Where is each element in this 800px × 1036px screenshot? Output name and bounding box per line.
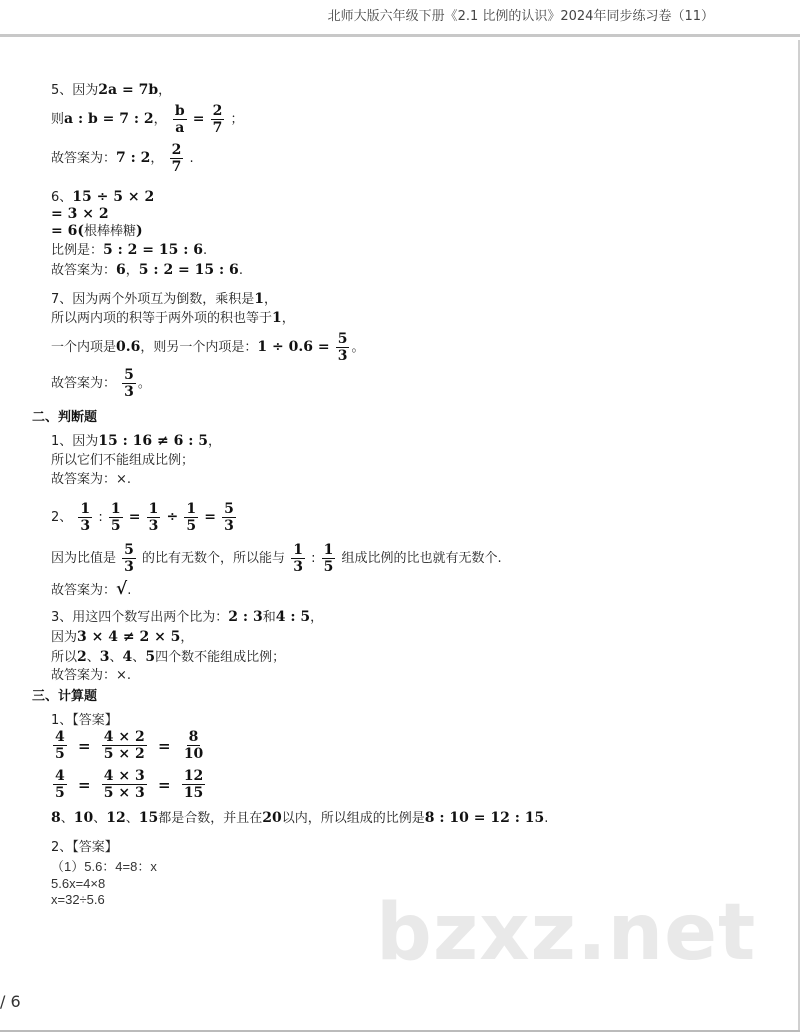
fraction: $\frac{4 \times 2}{5 \times 2}$ <box>103 729 145 762</box>
document-title: 北师大版六年级下册《2.1 比例的认识》2024年同步练习卷（11） <box>327 9 714 24</box>
j2-line-2: 因为比值是 $\frac{5}{3}$ 的比有无数个，所以能与 $\frac{1}{3}$ : $\frac{1}{5}$ 组成比例的比也就有无数个. <box>51 542 502 575</box>
q6-line-4: 比例是：5 : 2 = 15 : 6. <box>51 242 208 258</box>
fraction: $\frac{1}{3}$ <box>80 501 91 534</box>
q5-line-1: 5、因为2a = 7b， <box>51 82 172 98</box>
fraction: $\frac{8}{10}$ <box>183 729 204 762</box>
footer-divider <box>0 1030 800 1032</box>
c1-conclusion: 8、10、12、15都是合数，并且在20以内，所以组成的比例是8 : 10 = 12 : 15. <box>51 810 549 826</box>
section-heading-judgement: 二、判断题 <box>32 410 98 425</box>
j2-line-1: 2、 $\frac{1}{3}$ : $\frac{1}{5}$ = $\frac{1}{3}$ ÷ $\frac{1}{5}$ = $\frac{5}{3}$ <box>51 501 234 534</box>
fraction: $\frac{1}{3}$ <box>293 542 303 575</box>
j1-line-2: 所以它们不能组成比例； <box>51 453 195 468</box>
q5-line-3: 故答案为：7 : 2， $\frac{2}{7}$ . <box>51 142 194 175</box>
fraction: $\frac{5}{3}$ <box>337 331 348 364</box>
j3-line-2: 因为3 × 4 ≠ 2 × 5， <box>51 629 194 645</box>
c2-label: 2、【答案】 <box>51 840 118 855</box>
j1-line-1: 1、因为15 : 16 ≠ 6 : 5， <box>51 433 222 449</box>
c2-line-3: x=32÷5.6 <box>51 892 105 907</box>
section-heading-calculation: 三、计算题 <box>32 689 98 704</box>
q6-line-5: 故答案为：6，5 : 2 = 15 : 6. <box>51 262 243 278</box>
fraction: $\frac{b}{a}$ <box>174 103 185 136</box>
watermark: bzxz.net <box>376 888 757 978</box>
q6-line-1: 6、15 ÷ 5 × 2 <box>51 189 155 205</box>
fraction: $\frac{4 \times 3}{5 \times 3}$ <box>103 768 145 801</box>
c2-line-1: （1）5.6：4=8：x <box>51 859 157 874</box>
q5-line-2: 则a : b = 7 : 2， $\frac{b}{a}$ = $\frac{2}{7}$ ； <box>51 103 244 136</box>
fraction: $\frac{2}{7}$ <box>212 103 223 136</box>
header-divider <box>0 34 800 37</box>
document-page <box>0 40 798 1036</box>
fraction: $\frac{1}{3}$ <box>148 501 159 534</box>
j1-line-3: 故答案为：×. <box>51 472 132 487</box>
fraction: $\frac{5}{3}$ <box>124 542 134 575</box>
fraction: $\frac{1}{5}$ <box>186 501 197 534</box>
page-number: / 6 <box>0 992 21 1011</box>
c1-label: 1、【答案】 <box>51 713 118 728</box>
q6-line-3: = 6(根棒棒糖) <box>51 223 143 239</box>
fraction: $\frac{4}{5}$ <box>55 768 65 801</box>
c1-equation-2: $\frac{4}{5}$ = $\frac{4 \times 3}{5 \times 3}$ = $\frac{12}{15}$ <box>55 768 204 801</box>
fraction: $\frac{4}{5}$ <box>55 729 65 762</box>
q7-line-1: 7、因为两个外项互为倒数，乘积是1， <box>51 291 278 307</box>
fraction: $\frac{2}{7}$ <box>171 142 182 175</box>
fraction: $\frac{1}{5}$ <box>110 501 121 534</box>
q7-line-3: 一个内项是0.6，则另一个内项是：1 ÷ 0.6 = $\frac{5}{3}$ 。 <box>51 331 365 364</box>
q7-line-2: 所以两内项的积等于两外项的积也等于1， <box>51 310 295 326</box>
q6-line-2: = 3 × 2 <box>51 206 109 222</box>
fraction: $\frac{5}{3}$ <box>124 367 134 400</box>
fraction: $\frac{1}{5}$ <box>323 542 334 575</box>
fraction: $\frac{5}{3}$ <box>224 501 234 534</box>
c1-equation-1: $\frac{4}{5}$ = $\frac{4 \times 2}{5 \times 2}$ = $\frac{8}{10}$ <box>55 729 204 762</box>
j3-line-4: 故答案为：×. <box>51 668 132 683</box>
j3-line-3: 所以2、3、4、5四个数不能组成比例； <box>51 649 286 665</box>
j2-line-3: 故答案为：√. <box>51 579 132 599</box>
fraction: $\frac{12}{15}$ <box>183 768 204 801</box>
page-header <box>0 0 800 38</box>
j3-line-1: 3、用这四个数写出两个比为：2 : 3和4 : 5， <box>51 609 324 625</box>
q7-line-4: 故答案为： $\frac{5}{3}$ 。 <box>51 367 151 400</box>
c2-line-2: 5.6x=4×8 <box>51 876 106 891</box>
